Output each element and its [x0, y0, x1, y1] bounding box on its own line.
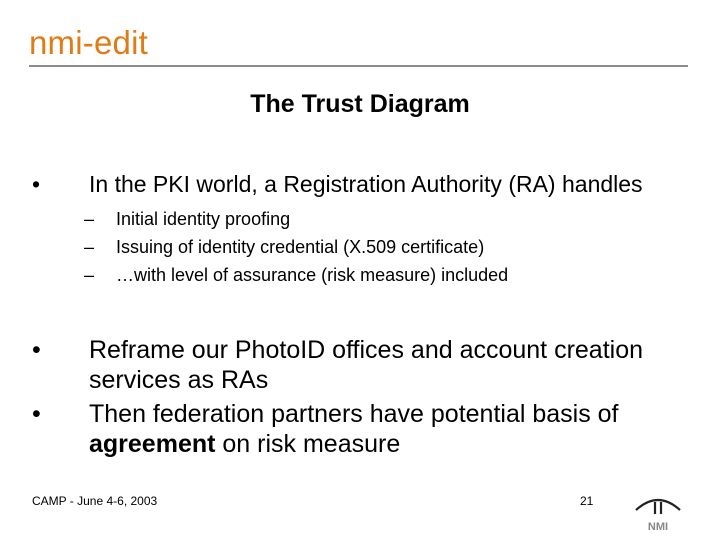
brand-logo-text: nmi-edit — [29, 24, 148, 61]
bullet-item — [32, 170, 692, 198]
page-number: 21 — [580, 494, 594, 508]
bullet-list-2 — [32, 335, 692, 463]
bullet-text-pre: Then federation partners have potential basis of — [89, 400, 619, 428]
bullet-text: In the PKI world, a Registration Authority (RA) handles — [89, 171, 643, 197]
sub-bullet-text: Issuing of identity credential (X.509 certificate) — [116, 237, 485, 257]
sub-bullet-text: …with level of assurance (risk measure) included — [116, 265, 509, 285]
footer-event: CAMP - June 4-6, 2003 — [32, 494, 158, 508]
logo-text: NMI — [647, 521, 669, 533]
dash-icon: – — [84, 209, 95, 229]
dash-icon: – — [84, 265, 95, 285]
slide-title: The Trust Diagram — [250, 90, 470, 118]
bullet-text-post: on risk measure — [215, 430, 401, 458]
sub-bullet-item — [32, 236, 692, 258]
bullet-dot-icon: • — [32, 400, 41, 428]
nmi-logo-icon — [630, 488, 686, 534]
bullet-dot-icon: • — [32, 336, 41, 364]
sub-bullet-text: Initial identity proofing — [116, 209, 291, 229]
sub-bullet-item — [32, 264, 692, 286]
bullet-list — [32, 170, 692, 292]
bullet-dot-icon: • — [32, 171, 41, 197]
bullet-text-bold: agreement — [89, 430, 216, 458]
bullet-item — [32, 399, 692, 459]
sub-bullet-list — [32, 208, 692, 286]
header-divider — [29, 65, 688, 67]
bullet-text: Reframe our PhotoID offices and account creation services as RAs — [89, 336, 644, 394]
bullet-item — [32, 335, 692, 395]
sub-bullet-item — [32, 208, 692, 230]
dash-icon: – — [84, 237, 95, 257]
